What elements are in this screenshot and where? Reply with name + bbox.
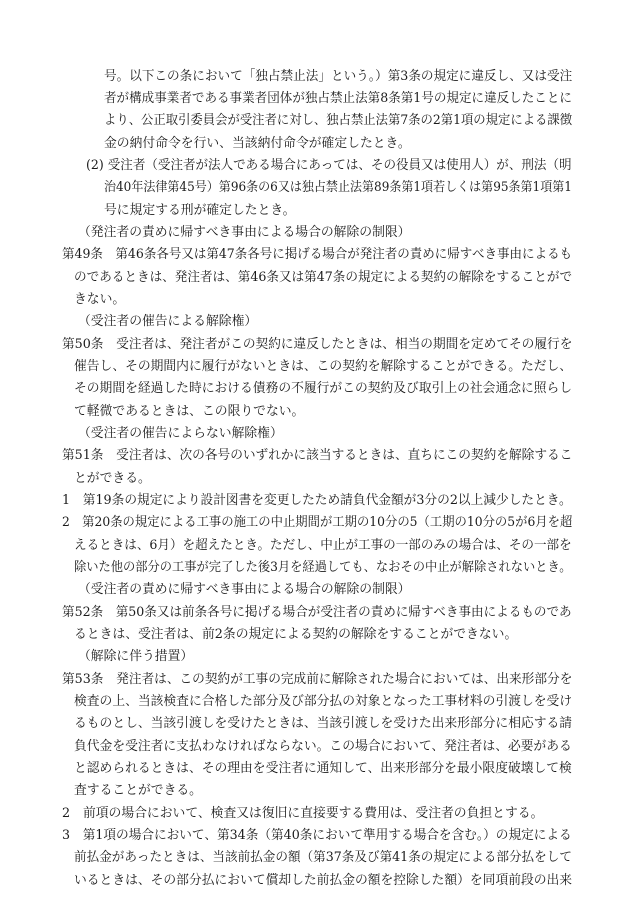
text-line: 第51条 受注者は、次の各号のいずれかに該当するときは、直ちにこの契約を解除するこ bbox=[62, 448, 573, 463]
text-line: 除いた他の部分の工事が完了した後3月を経過しても、なおその中止が解除されないとき。 bbox=[74, 560, 572, 575]
text-line: 前払金があったときは、当該前払金の額（第37条及び第41条の規定による部分払をして bbox=[74, 850, 572, 865]
text-line: のであるときは、発注者は、第46条又は第47条の規定による契約の解除をすることがで bbox=[74, 270, 573, 285]
paragraph-3: 3 第1項の場合において、第34条（第40条において準用する場合を含む。）の規定による bbox=[62, 828, 572, 843]
list-item: 2 第20条の規定による工事の施工の中止期間が工期の10分の5（工期の10分の5が6月を超 bbox=[62, 515, 573, 530]
paragraph-2: 2 前項の場合において、検査又は復旧に直接要する費用は、受注者の負担とする。 bbox=[62, 806, 544, 821]
text-line: いるときは、その部分払において償却した前払金の額を控除した額）を同項前段の出来 bbox=[74, 873, 573, 888]
text-line: 者が構成事業者である事業者団体が独占禁止法第8条第1号の規定に違反したことに bbox=[104, 91, 572, 106]
text-line: るものとし、当該引渡しを受けたときは、当該引渡しを受けた出来形部分に相応する請 bbox=[74, 716, 573, 731]
text-line: 催告し、その期間内に履行がないときは、この契約を解除することができる。ただし、 bbox=[74, 359, 573, 374]
text-line: とができる。 bbox=[74, 471, 151, 486]
text-line: るときは、受注者は、前2条の規定による契約の解除をすることができない。 bbox=[74, 627, 518, 642]
text-line: て軽微であるときは、この限りでない。 bbox=[74, 404, 305, 419]
text-line: えるときは、6月）を超えたとき。ただし、中止が工事の一部のみの場合は、その一部を bbox=[74, 538, 572, 553]
article-heading: （発注者の責めに帰すべき事由による場合の解除の制限） bbox=[78, 225, 411, 240]
text-line: 第50条 受注者は、発注者がこの契約に違反したときは、相当の期間を定めてその履行を bbox=[62, 337, 573, 352]
text-line: 金の納付命令を行い、当該納付命令が確定したとき。 bbox=[104, 136, 411, 151]
article-heading: （受注者の催告によらない解除権） bbox=[78, 426, 283, 441]
text-line: より、公正取引委員会が受注者に対し、独占禁止法第7条の2第1項の規定による課徴 bbox=[104, 113, 573, 128]
article-heading: （受注者の責めに帰すべき事由による場合の解除の制限） bbox=[78, 582, 411, 597]
text-line: 号。以下この条において「独占禁止法」という。）第3条の規定に違反し、又は受注 bbox=[104, 69, 573, 84]
text-line: 第52条 第50条又は前条各号に掲げる場合が受注者の責めに帰すべき事由によるものであ bbox=[62, 605, 572, 620]
list-item: 1 第19条の規定により設計図書を変更したため請負代金額が3分の2以上減少したとき。 bbox=[62, 493, 572, 508]
text-line: 負代金を受注者に支払わなければならない。この場合において、発注者は、必要がある bbox=[74, 739, 572, 754]
text-line: 査することができる。 bbox=[74, 783, 202, 798]
text-line: 号に規定する刑が確定したとき。 bbox=[104, 203, 296, 218]
text-line: 第53条 発注者は、この契約が工事の完成前に解除された場合においては、出来形部分を bbox=[62, 672, 573, 687]
text-line: 第49条 第46条各号又は第47条各号に掲げる場合が発注者の責めに帰すべき事由によるも bbox=[62, 247, 573, 262]
text-line: きない。 bbox=[74, 292, 126, 307]
text-line: (2) 受注者（受注者が法人である場合にあっては、その役員又は使用人）が、刑法（明 bbox=[86, 158, 572, 173]
text-line: と認められるときは、その理由を受注者に通知して、出来形部分を最小限度破壊して検 bbox=[74, 761, 572, 776]
text-line: 検査の上、当該検査に合格した部分及び部分払の対象となった工事材料の引渡しを受け bbox=[74, 694, 573, 709]
article-heading: （受注者の催告による解除権） bbox=[78, 314, 258, 329]
text-line: その期間を経過した時における債務の不履行がこの契約及び取引上の社会通念に照らし bbox=[74, 381, 573, 396]
text-line: 治40年法律第45号）第96条の6又は独占禁止法第89条第1項若しくは第95条第1項第1 bbox=[104, 180, 572, 195]
article-heading: （解除に伴う措置） bbox=[78, 649, 194, 664]
